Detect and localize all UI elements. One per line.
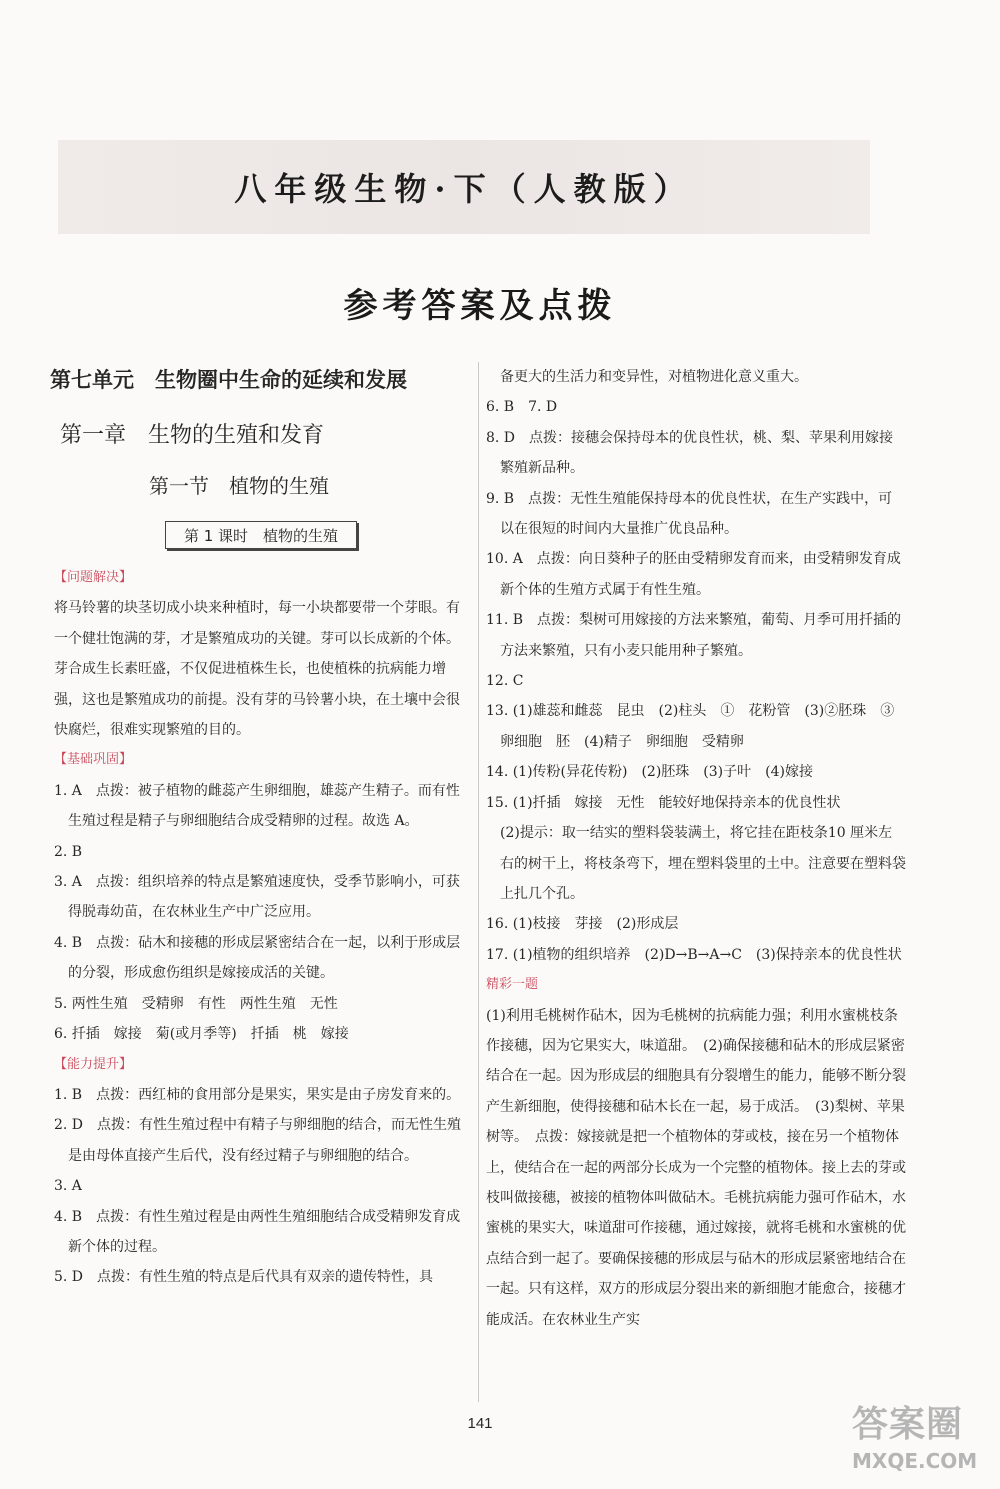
answer-item: 11. B 点拨：梨树可用嫁接的方法来繁殖，葡萄、月季可用扦插的方法来繁殖，只有小麦只能用种子繁殖。 — [486, 612, 902, 659]
column-divider — [478, 362, 479, 1402]
right-answer-column — [486, 362, 909, 1335]
section-header: 【问题解决】 — [54, 570, 133, 585]
section-header: 精彩一题 — [486, 977, 539, 993]
answer-item: (1)利用毛桃树作砧木，因为毛桃树的抗病能力强；利用水蜜桃枝条作接穗，因为它果实大，味道甜。 (2)确保接穗和砧木的形成层紧密结合在一起。因为形成层的细胞具有分裂增生的能力，能够不断分裂产生新细胞，使得接穗和砧木长在一起，易于成活。 (3)梨树、苹果树等。 点拨：嫁接就是把一个植物体的芽或枝，接在另一个植物体上，使结合在一起的两部分长成为一个完整的植物体。接上去的芽或枝叫做接穗，被接的植物体叫做砧木。毛桃抗病能力强可作砧木，水蜜桃的果实大，味道甜可作接穗，通过嫁接，就将毛桃和水蜜桃的优点结合到一起了。要确保接穗的形成层与砧木的形成层紧密地结合在一起。只有这样，双方的形成层分裂出来的新细胞才能愈合，接穗才能成活。在农林业生产实 — [486, 1007, 906, 1328]
answer-item: 14. (1)传粉(异花传粉) (2)胚珠 (3)子叶 (4)嫁接 — [486, 764, 813, 781]
answer-item: 将马铃薯的块茎切成小块来种植时，每一小块都要带一个芽眼。有一个健壮饱满的芽，才是繁殖成功的关键。芽可以长成新的个体。芽合成生长素旺盛，不仅促进植株生长，也使植株的抗病能力增强，这也是繁殖成功的前提。没有芽的马铃薯小块，在土壤中会很快腐烂，很难实现繁殖的目的。 — [54, 600, 460, 739]
chapter-title: 第一章 生物的生殖和发育 — [60, 423, 325, 448]
answer-item: 1. B 点拨：西红柿的食用部分是果实，果实是由子房发育来的。 — [54, 1086, 461, 1103]
watermark — [852, 1396, 992, 1478]
answer-item: 8. D 点拨：接穗会保持母本的优良性状，桃、梨、苹果利用嫁接繁殖新品种。 — [486, 429, 894, 477]
answer-item: 17. (1)植物的组织培养 (2)D→B→A→C (3)保持亲本的优良性状 — [486, 946, 902, 963]
answer-item: 12. C — [486, 673, 524, 690]
answer-item: 6. B 7. D — [486, 399, 558, 416]
answer-item: 4. B 点拨：砧木和接穗的形成层紧密结合在一起，以利于形成层的分裂，形成愈伤组织是嫁接成活的关键。 — [54, 934, 461, 982]
watermark-logo: 答案圈 — [852, 1404, 964, 1445]
answer-item: 13. (1)雄蕊和雌蕊 昆虫 (2)柱头 ① 花粉管 (3)②胚珠 ③ 卵细胞 胚 (4)精子 卵细胞 受精卵 — [486, 703, 909, 750]
answer-item: 5. 两性生殖 受精卵 有性 两性生殖 无性 — [54, 995, 338, 1012]
answer-item: 4. B 点拨：有性生殖过程是由两性生殖细胞结合成受精卵发育成新个体的过程。 — [54, 1208, 461, 1255]
page-title: 参考答案及点拨 — [343, 286, 617, 326]
section-header: 【基础巩固】 — [54, 752, 133, 768]
unit-title: 第七单元 生物圈中生命的延续和发展 — [50, 368, 407, 392]
answer-item: 6. 扦插 嫁接 菊(或月季等) 扦插 桃 嫁接 — [54, 1026, 349, 1043]
answer-item: 3. A 点拨：组织培养的特点是繁殖速度快，受季节影响小，可获得脱毒幼苗，在农林业生产中广泛应用。 — [54, 874, 460, 921]
section-title: 第一节 植物的生殖 — [149, 474, 329, 498]
answer-item: 备更大的生活力和变异性，对植物进化意义重大。 — [486, 369, 808, 385]
left-answer-column — [54, 563, 468, 1293]
answer-item: 2. B — [54, 843, 83, 860]
lesson-title: 第 1 课时 植物的生殖 — [165, 521, 357, 549]
section-header: 【能力提升】 — [54, 1056, 133, 1072]
book-title: 八年级生物·下（人教版） — [234, 170, 694, 208]
answer-item: 2. D 点拨：有性生殖过程中有精子与卵细胞的结合，而无性生殖是由母体直接产生后代，没有经过精子与卵细胞的结合。 — [54, 1117, 462, 1164]
watermark-url: MXQE.COM — [852, 1449, 978, 1473]
answer-item: 15. (1)扦插 嫁接 无性 能较好地保持亲本的优良性状 — [486, 794, 841, 811]
page-number: 141 — [467, 1415, 493, 1432]
answer-item: 5. D 点拨：有性生殖的特点是后代具有双亲的遗传特性，具 — [54, 1269, 434, 1286]
answer-item: 16. (1)枝接 芽接 (2)形成层 — [486, 916, 679, 933]
answer-item: 10. A 点拨：向日葵种子的胚由受精卵发育而来，由受精卵发育成新个体的生殖方式属于有性生殖。 — [486, 551, 901, 598]
answer-item: 1. A 点拨：被子植物的雌蕊产生卵细胞，雄蕊产生精子。而有性生殖过程是精子与卵细胞结合成受精卵的过程。故选 A。 — [54, 782, 460, 830]
answer-item: 9. B 点拨：无性生殖能保持母本的优良性状，在生产实践中，可以在很短的时间内大量推广优良品种。 — [486, 490, 893, 538]
answer-item: 3. A — [54, 1178, 82, 1195]
answer-item: (2)提示：取一结实的塑料袋装满土，将它挂在距枝条10 厘米左右的树干上，将枝条弯下，埋在塑料袋里的土中。注意要在塑料袋上扎几个孔。 — [486, 825, 906, 902]
